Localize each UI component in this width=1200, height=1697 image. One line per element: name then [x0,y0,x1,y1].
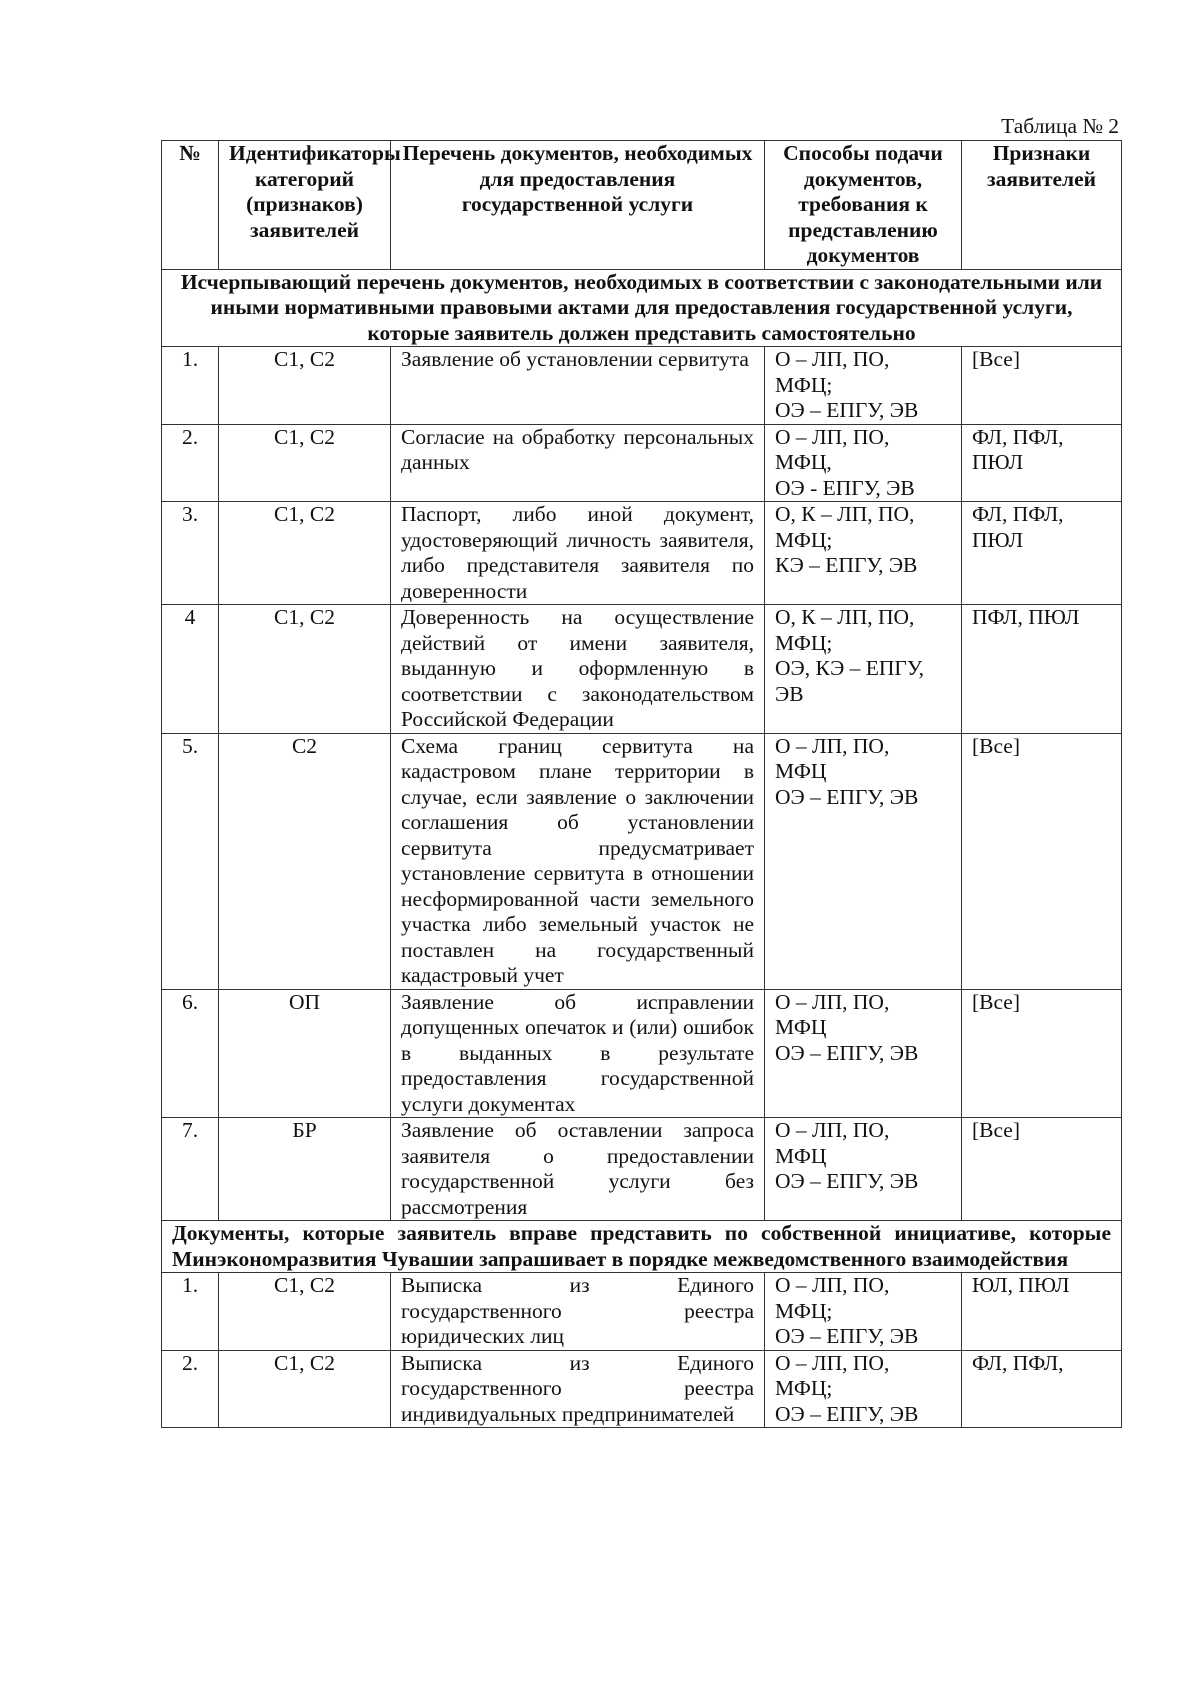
row-method [765,1118,962,1221]
row-signs: [Все] [962,1118,1122,1221]
row-identifier: С1, С2 [219,1350,391,1428]
method-line: ОЭ, КЭ – ЕПГУ, [775,656,924,680]
row-number: 2. [162,424,219,502]
table-row [162,502,1122,605]
row-identifier: С1, С2 [219,347,391,425]
row-signs: ЮЛ, ПЮЛ [962,1273,1122,1351]
table-row [162,424,1122,502]
row-number: 1. [162,347,219,425]
row-document: Выписка из Единого государственного реестра юридических лиц [391,1273,765,1351]
method-line: ОЭ – ЕПГУ, ЭВ [775,1169,919,1193]
section-row [162,1221,1122,1273]
method-line: КЭ – ЕПГУ, ЭВ [775,553,918,577]
table-row [162,605,1122,734]
row-number: 7. [162,1118,219,1221]
row-identifier: С1, С2 [219,424,391,502]
row-document: Заявление об установлении сервитута [391,347,765,425]
method-line: О – ЛП, ПО, [775,989,890,1014]
header-identifiers: Идентификаторы категорий (признаков) заявителей [219,141,391,270]
row-document: Заявление об оставлении запроса заявителя о предоставлении государственной услуги без рассмотрения [391,1118,765,1221]
row-number: 6. [162,989,219,1118]
row-signs: ФЛ, ПФЛ, ПЮЛ [962,424,1122,502]
section-title: Документы, которые заявитель вправе представить по собственной инициативе, которые Минэкономразвития Чувашии запрашивает в порядке межведомственного взаимодействия [162,1221,1122,1273]
method-line: О – ЛП, ПО, [775,347,890,371]
row-method [765,605,962,734]
method-line: ОЭ - ЕПГУ, ЭВ [775,475,915,500]
table-row [162,733,1122,989]
section-row [162,269,1122,347]
row-method [765,502,962,605]
row-signs: ФЛ, ПФЛ, [962,1350,1122,1428]
header-methods: Способы подачи документов, требования к представлению документов [765,141,962,270]
method-line: ОЭ – ЕПГУ, ЭВ [775,1040,919,1065]
table-row [162,1350,1122,1428]
table-row [162,347,1122,425]
row-number: 3. [162,502,219,605]
method-line: МФЦ, [775,450,832,474]
row-number: 5. [162,733,219,989]
method-line: ОЭ – ЕПГУ, ЭВ [775,398,919,422]
method-line: МФЦ; [775,630,833,655]
row-signs: [Все] [962,989,1122,1118]
header-num: № [162,141,219,270]
method-line: МФЦ; [775,372,833,397]
method-line: О – ЛП, ПО, [775,1273,890,1297]
row-method [765,424,962,502]
header-documents: Перечень документов, необходимых для предоставления государственной услуги [391,141,765,270]
row-signs: ФЛ, ПФЛ, ПЮЛ [962,502,1122,605]
method-line: О – ЛП, ПО, [775,733,890,758]
table-row [162,1273,1122,1351]
method-line: О – ЛП, ПО, [775,1350,890,1375]
method-line: О, К – ЛП, ПО, [775,605,915,629]
method-line: ОЭ – ЕПГУ, ЭВ [775,784,919,809]
method-line: О – ЛП, ПО, [775,1118,890,1142]
row-identifier: С1, С2 [219,1273,391,1351]
row-document: Схема границ сервитута на кадастровом плане территории в случае, если заявление о заключении соглашения об установлении сервитута предусматривает установление сервитута в отношении несформированной части земельного участка либо земельный участок не поставлен на государственный кадастровый учет [391,733,765,989]
table-row [162,1118,1122,1221]
method-line: ОЭ – ЕПГУ, ЭВ [775,1401,919,1426]
method-line: МФЦ [775,759,827,783]
method-line: ЭВ [775,681,804,706]
method-line: МФЦ [775,1143,827,1168]
method-line: МФЦ; [775,1376,833,1400]
row-document: Выписка из Единого государственного реестра индивидуальных предпринимателей [391,1350,765,1428]
row-document: Паспорт, либо иной документ, удостоверяющий личность заявителя, либо представителя заявителя по доверенности [391,502,765,605]
row-identifier: С1, С2 [219,605,391,734]
method-line: МФЦ; [775,527,833,552]
row-number: 2. [162,1350,219,1428]
row-number: 1. [162,1273,219,1351]
row-document: Согласие на обработку персональных данных [391,424,765,502]
row-method [765,347,962,425]
row-method [765,1350,962,1428]
table-row [162,989,1122,1118]
row-identifier: ОП [219,989,391,1118]
documents-table [161,140,1122,1428]
row-identifier: С2 [219,733,391,989]
method-line: ОЭ – ЕПГУ, ЭВ [775,1324,919,1348]
method-line: МФЦ [775,1015,827,1039]
row-signs: [Все] [962,733,1122,989]
row-document: Доверенность на осуществление действий от имени заявителя, выданную и оформленную в соответствии с законодательством Российской Федерации [391,605,765,734]
table-header-row [162,141,1122,270]
method-line: О, К – ЛП, ПО, [775,502,915,526]
row-identifier: С1, С2 [219,502,391,605]
row-number: 4 [162,605,219,734]
table-caption: Таблица № 2 [1001,114,1119,138]
row-document: Заявление об исправлении допущенных опечаток и (или) ошибок в выданных в результате предоставления государственной услуги документах [391,989,765,1118]
header-signs: Признаки заявителей [962,141,1122,270]
row-method [765,733,962,989]
row-method [765,1273,962,1351]
method-line: МФЦ; [775,1298,833,1323]
row-method [765,989,962,1118]
row-signs: [Все] [962,347,1122,425]
section-title: Исчерпывающий перечень документов, необходимых в соответствии с законодательными или иными нормативными правовыми актами для предоставления государственной услуги, которые заявитель должен представить самостоятельно [162,269,1122,347]
row-identifier: БР [219,1118,391,1221]
method-line: О – ЛП, ПО, [775,424,890,449]
row-signs: ПФЛ, ПЮЛ [962,605,1122,734]
